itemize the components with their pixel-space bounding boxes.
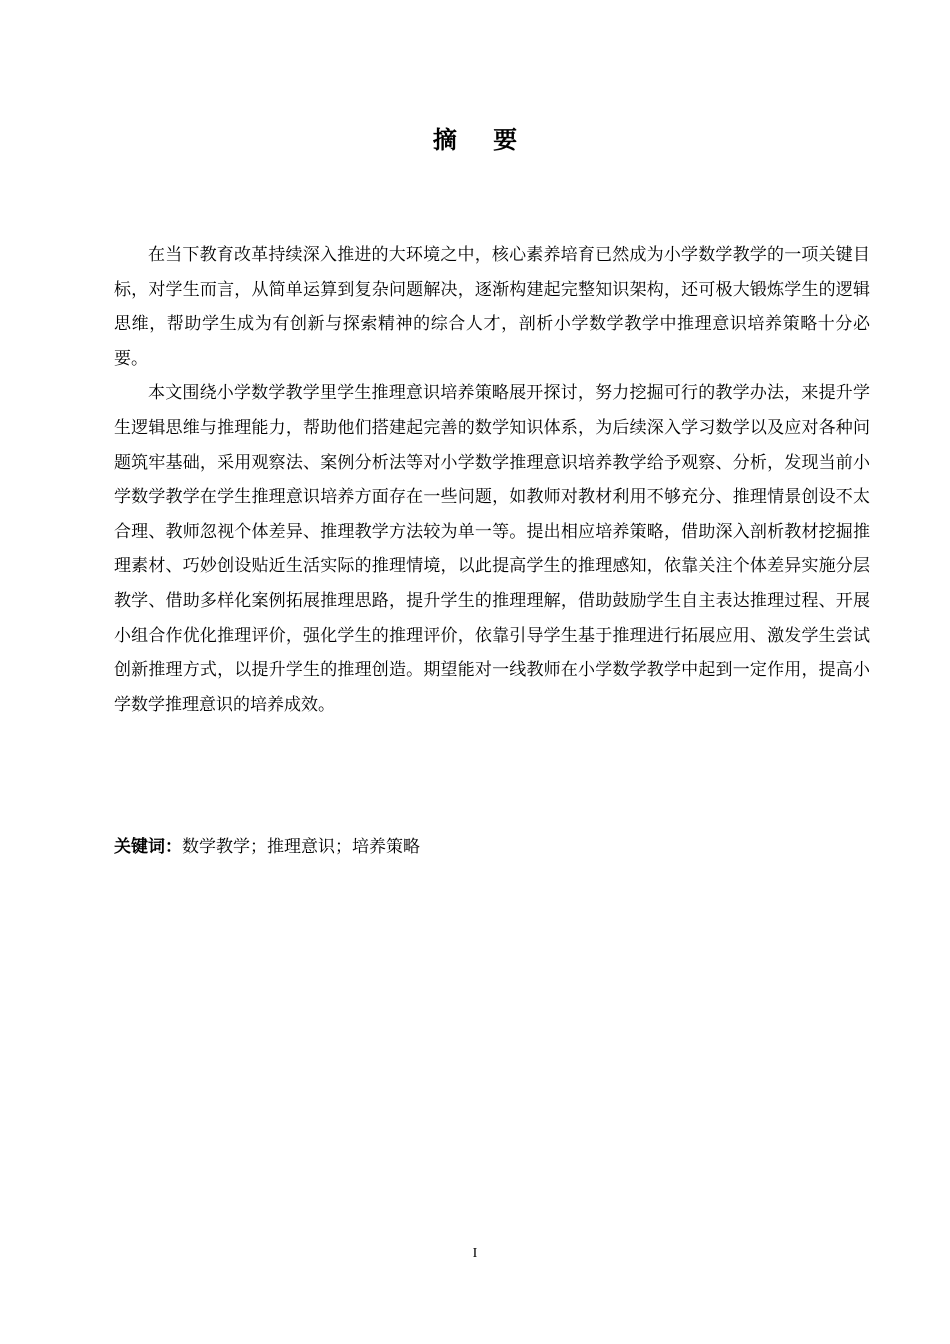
page-title: 摘 要 bbox=[432, 126, 532, 154]
abstract-paragraph-2: 本文围绕小学数学教学里学生推理意识培养策略展开探讨，努力挖掘可行的教学办法，来提升学生逻辑思维与推理能力，帮助他们搭建起完善的数学知识体系，为后续深入学习数学以及应对各种问题筑牢基础，采用观察法、案例分析法等对小学数学推理意识培养教学给予观察、分析，发现当前小学数学教学在学生推理意识培养方面存在一些问题，如教师对教材利用不够充分、推理情景创设不太合理、教师忽视个体差异、推理教学方法较为单一等。提出相应培养策略，借助深入剖析教材挖掘推理素材、巧妙创设贴近生活实际的推理情境，以此提高学生的推理感知，依靠关注个体差异实施分层教学、借助多样化案例拓展推理思路，提升学生的推理理解，借助鼓励学生自主表达推理过程、开展小组合作优化推理评价，强化学生的推理评价，依靠引导学生基于推理进行拓展应用、激发学生尝试创新推理方式，以提升学生的推理创造。期望能对一线教师在小学数学教学中起到一定作用，提高小学数学推理意识的培养成效。 bbox=[114, 383, 870, 715]
abstract-body bbox=[114, 238, 870, 722]
keywords-label: 关键词： bbox=[114, 837, 182, 857]
keywords-text: 数学教学；推理意识；培养策略 bbox=[182, 837, 420, 857]
page-number: I bbox=[472, 1246, 478, 1261]
keywords-line bbox=[114, 832, 870, 862]
abstract-paragraph-1: 在当下教育改革持续深入推进的大环境之中，核心素养培育已然成为小学数学教学的一项关键目标，对学生而言，从简单运算到复杂问题解决，逐渐构建起完整知识架构，还可极大锻炼学生的逻辑思维，帮助学生成为有创新与探索精神的综合人才，剖析小学数学教学中推理意识培养策略十分必要。 bbox=[114, 245, 870, 369]
